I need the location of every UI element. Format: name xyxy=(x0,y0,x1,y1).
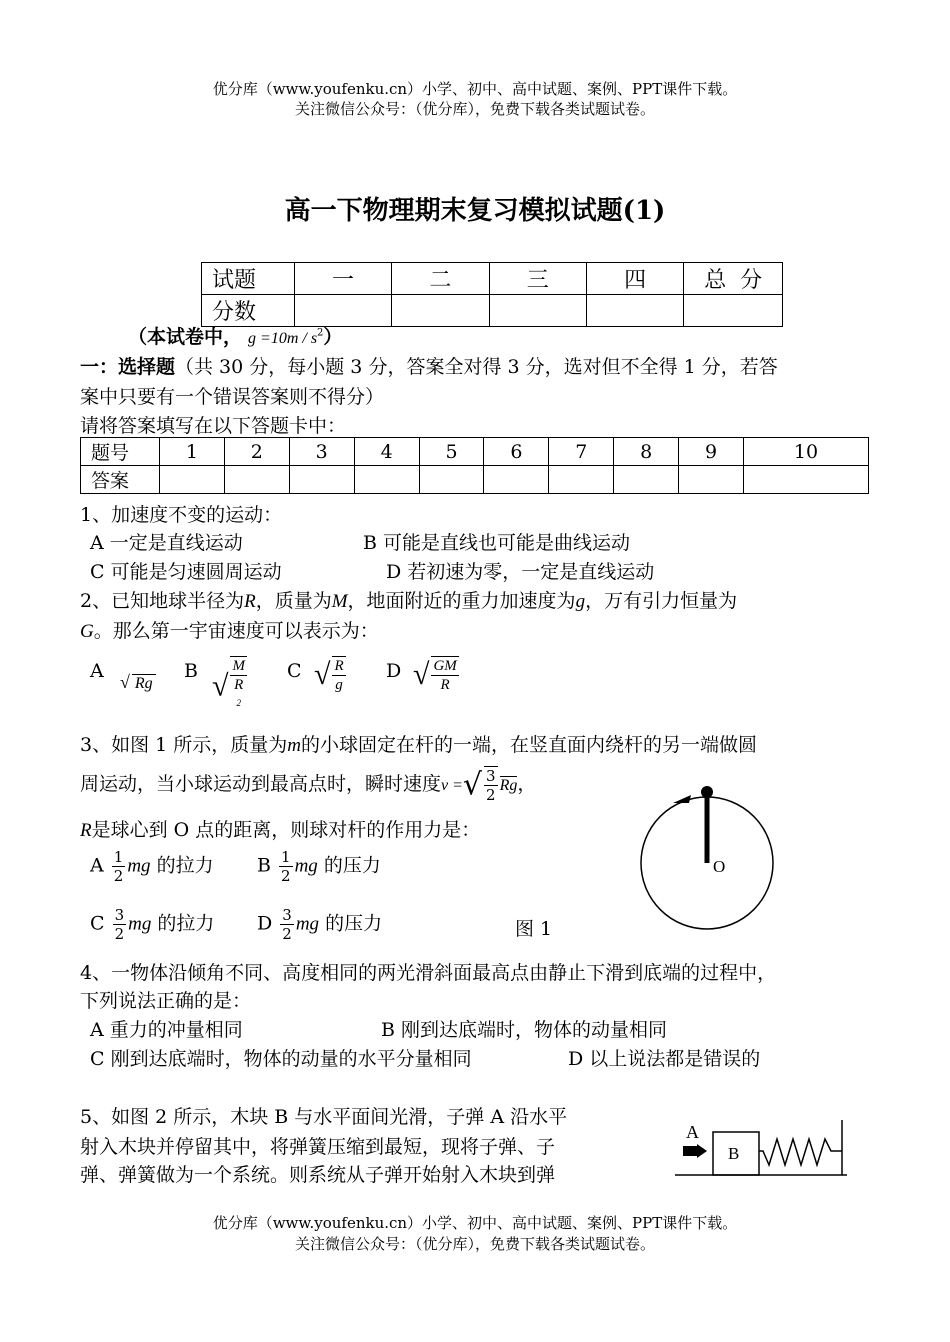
q2-stem-text: ，质量为 xyxy=(255,590,332,612)
q3-stem-text: 的小球固定在杆的一端，在竖直面内绕杆的另一端做圆 xyxy=(301,734,758,756)
q3-option-a xyxy=(90,848,214,885)
header-line-2: 关注微信公众号：（优分库），免费下载各类试题试卷。 xyxy=(294,100,655,118)
bullet-label-a: A xyxy=(686,1122,699,1142)
q2-option-b-den: R xyxy=(234,677,244,693)
q3-stem-line-3 xyxy=(80,815,480,842)
q2-var-g: g xyxy=(575,591,586,612)
q3-option-d-num: 3 xyxy=(282,906,292,924)
score-cell-label: 试题 xyxy=(202,263,295,295)
question-number-cell: 5 xyxy=(419,438,484,466)
q3-option-c-den: 2 xyxy=(114,925,125,943)
q3-option-a-label: A xyxy=(90,854,104,877)
q3-option-b-label: B xyxy=(257,854,271,877)
q1-option-d: D 若初速为零，一定是直线运动 xyxy=(386,561,655,583)
q3-velocity-symbol: v = xyxy=(441,777,463,794)
q3-option-a-mg: mg xyxy=(127,855,151,877)
q3-option-a-text: 的拉力 xyxy=(156,854,214,877)
score-cell-empty[interactable] xyxy=(392,295,489,327)
q1-option-b: B 可能是直线也可能是曲线运动 xyxy=(363,532,631,554)
q2-option-a-radicand: Rg xyxy=(132,674,156,693)
q3-option-d xyxy=(257,906,382,943)
q2-option-b-exp: 2 xyxy=(236,698,241,708)
q3-option-a-num: 1 xyxy=(113,848,124,866)
section-1-heading: 一：选择题 xyxy=(80,356,176,378)
q3-option-b-mg: mg xyxy=(294,855,318,877)
q2-var-r: R xyxy=(244,591,256,612)
answer-cell[interactable] xyxy=(549,466,614,494)
q3-stem-line-2: 周运动，当小球运动到最高点时，瞬时速度v =√ $\frac{3}{2}$ Rg， xyxy=(80,767,537,804)
answer-row-label: 题号 xyxy=(81,438,160,466)
q3-velocity-num: 3 xyxy=(486,767,496,785)
score-table-header-row xyxy=(202,263,783,295)
q2-option-b-num: M xyxy=(232,658,245,674)
q2-option-c-expr: √ $\frac{R}{g}$ xyxy=(314,658,344,693)
q2-option-c-label: C xyxy=(287,660,302,682)
page-title: 高一下物理期末复习模拟试题(1) xyxy=(284,196,666,226)
q4-option-d: D 以上说法都是错误的 xyxy=(568,1048,761,1070)
answer-cell[interactable] xyxy=(289,466,354,494)
q3-option-c-mg: mg xyxy=(128,913,152,935)
question-number-cell: 3 xyxy=(289,438,354,466)
rotation-arrow-icon xyxy=(673,795,691,803)
q4-option-c: C 刚到达底端时，物体的动量的水平分量相同 xyxy=(90,1048,472,1070)
answer-cell[interactable] xyxy=(484,466,549,494)
question-number-cell: 7 xyxy=(549,438,614,466)
figure-1-diagram xyxy=(635,780,785,930)
q3-option-d-den: 2 xyxy=(282,925,292,943)
section-1-instruction: 请将答案填写在以下答题卡中： xyxy=(80,415,347,437)
note-exponent: 2 xyxy=(317,327,324,339)
bullet-tip-icon xyxy=(697,1144,707,1158)
q3-option-c-text: 的拉力 xyxy=(157,912,215,935)
question-number-cell: 2 xyxy=(224,438,289,466)
q5-stem-line-1: 5、如图 2 所示，木块 B 与水平面间光滑，子弹 A 沿水平 xyxy=(80,1106,568,1128)
q3-option-b xyxy=(257,848,381,885)
q1-stem: 1、加速度不变的运动： xyxy=(80,504,283,526)
score-cell-empty[interactable] xyxy=(587,295,684,327)
q3-velocity-rg: Rg xyxy=(499,777,518,794)
q2-stem-line-2 xyxy=(80,616,379,643)
q3-var-r: R xyxy=(80,820,92,841)
ball xyxy=(701,786,713,798)
q2-stem-line-1 xyxy=(80,586,737,613)
q2-option-c-num: R xyxy=(334,658,344,674)
q4-option-b: B 刚到达底端时，物体的动量相同 xyxy=(381,1019,668,1041)
question-number-cell: 10 xyxy=(744,438,869,466)
question-number-cell: 4 xyxy=(354,438,419,466)
constants-note xyxy=(128,322,342,349)
q3-option-a-den: 2 xyxy=(113,867,124,885)
q2-option-a-label: A xyxy=(90,660,104,682)
q3-option-b-den: 2 xyxy=(281,867,291,885)
score-cell-empty[interactable] xyxy=(489,295,586,327)
answer-cell[interactable] xyxy=(744,466,869,494)
score-cell-header: 三 xyxy=(489,263,586,295)
question-number-cell: 6 xyxy=(484,438,549,466)
score-cell-header: 一 xyxy=(294,263,391,295)
q3-var-m: m xyxy=(287,735,301,756)
center-label-o: O xyxy=(713,857,726,876)
q3-option-c xyxy=(90,906,214,943)
section-1-line-1 xyxy=(80,352,778,379)
figure-2-diagram xyxy=(675,1115,850,1180)
block-label-b: B xyxy=(728,1144,740,1163)
score-cell-label: 分数 xyxy=(202,295,295,327)
score-cell-header: 四 xyxy=(587,263,684,295)
q3-option-c-label: C xyxy=(90,912,105,935)
q2-var-m: M xyxy=(331,591,348,612)
score-table xyxy=(201,262,783,327)
question-number-cell: 8 xyxy=(614,438,679,466)
answer-cell[interactable] xyxy=(354,466,419,494)
q3-option-c-num: 3 xyxy=(114,906,125,924)
q2-stem-text: ，地面附近的重力加速度为 xyxy=(347,590,576,612)
q2-stem-text: 。那么第一宇宙速度可以表示为： xyxy=(93,620,379,642)
q3-option-d-text: 的压力 xyxy=(325,912,383,935)
q4-stem-line-2: 下列说法正确的是： xyxy=(80,990,252,1012)
q3-stem-text: ， xyxy=(517,773,537,795)
q1-option-c: C 可能是匀速圆周运动 xyxy=(90,561,282,583)
answer-cell[interactable] xyxy=(160,466,225,494)
q3-option-d-label: D xyxy=(257,912,273,935)
answer-table-answer-row xyxy=(81,466,869,494)
q2-stem-text: ，万有引力恒量为 xyxy=(585,590,738,612)
q2-option-d-den: R xyxy=(440,677,450,693)
answer-cell[interactable] xyxy=(419,466,484,494)
section-1-desc: （共 30 分，每小题 3 分，答案全对得 3 分，选对但不全得 1 分，若答 xyxy=(175,356,778,378)
q2-option-d-num: GM xyxy=(433,658,457,674)
footer-line-2: 关注微信公众号：（优分库），免费下载各类试题试卷。 xyxy=(294,1235,655,1253)
q2-stem-text: 2、已知地球半径为 xyxy=(80,590,245,612)
footer-line-1: 优分库（www.youfenku.cn）小学、初中、高中试题、案例、PPT课件下载。 xyxy=(212,1214,738,1232)
answer-cell[interactable] xyxy=(224,466,289,494)
answer-row-label: 答案 xyxy=(81,466,160,494)
header-line-1: 优分库（www.youfenku.cn）小学、初中、高中试题、案例、PPT课件下载。 xyxy=(212,80,738,98)
q5-stem-line-3: 弹、弹簧做为一个系统。则系统从子弹开始射入木块到弹 xyxy=(80,1164,556,1186)
q2-option-d-label: D xyxy=(386,660,402,682)
q3-option-b-num: 1 xyxy=(281,848,291,866)
note-formula: g =10m / s xyxy=(248,330,318,347)
q3-velocity-den: 2 xyxy=(486,786,496,804)
q2-option-a-expr: √ Rg xyxy=(120,672,156,693)
score-cell-header: 总 分 xyxy=(684,263,783,295)
score-cell-empty[interactable] xyxy=(684,295,783,327)
q5-stem-line-2: 射入木块并停留其中，将弹簧压缩到最短，现将子弹、子 xyxy=(80,1136,556,1158)
q3-option-d-mg: mg xyxy=(295,913,320,935)
answer-cell[interactable] xyxy=(614,466,679,494)
q3-stem-line-1 xyxy=(80,730,757,757)
q3-stem-text: 3、如图 1 所示，质量为 xyxy=(80,734,288,756)
spring xyxy=(759,1139,842,1165)
q2-option-b-expr: √ M R $^2$ xyxy=(212,656,249,717)
q3-stem-text: 是球心到 O 点的距离，则球对杆的作用力是： xyxy=(91,819,481,841)
q3-option-b-text: 的压力 xyxy=(323,854,381,877)
q3-stem-text: 周运动，当小球运动到最高点时，瞬时速度 xyxy=(80,773,442,795)
answer-table xyxy=(80,437,869,494)
figure-1-caption: 图 1 xyxy=(515,918,553,940)
q2-option-b-label: B xyxy=(184,660,198,682)
note-suffix: ） xyxy=(323,326,343,348)
bullet xyxy=(683,1146,697,1156)
question-number-cell: 9 xyxy=(679,438,744,466)
q2-var-big-g: G xyxy=(80,621,94,642)
answer-cell[interactable] xyxy=(679,466,744,494)
q4-option-a: A 重力的冲量相同 xyxy=(90,1019,243,1041)
q2-option-d-expr: √ $\frac{GM}{R}$ xyxy=(413,658,457,693)
score-cell-header: 二 xyxy=(392,263,489,295)
q4-stem-line-1: 4、一物体沿倾角不同、高度相同的两光滑斜面最高点由静止下滑到底端的过程中， xyxy=(80,962,777,984)
q2-option-c-den: g xyxy=(335,677,343,693)
note-prefix: （本试卷中， xyxy=(128,326,243,348)
question-number-cell: 1 xyxy=(160,438,225,466)
q1-option-a: A 一定是直线运动 xyxy=(90,532,243,554)
answer-table-number-row xyxy=(81,438,869,466)
section-1-desc-2: 案中只要有一个错误答案则不得分） xyxy=(80,386,385,408)
